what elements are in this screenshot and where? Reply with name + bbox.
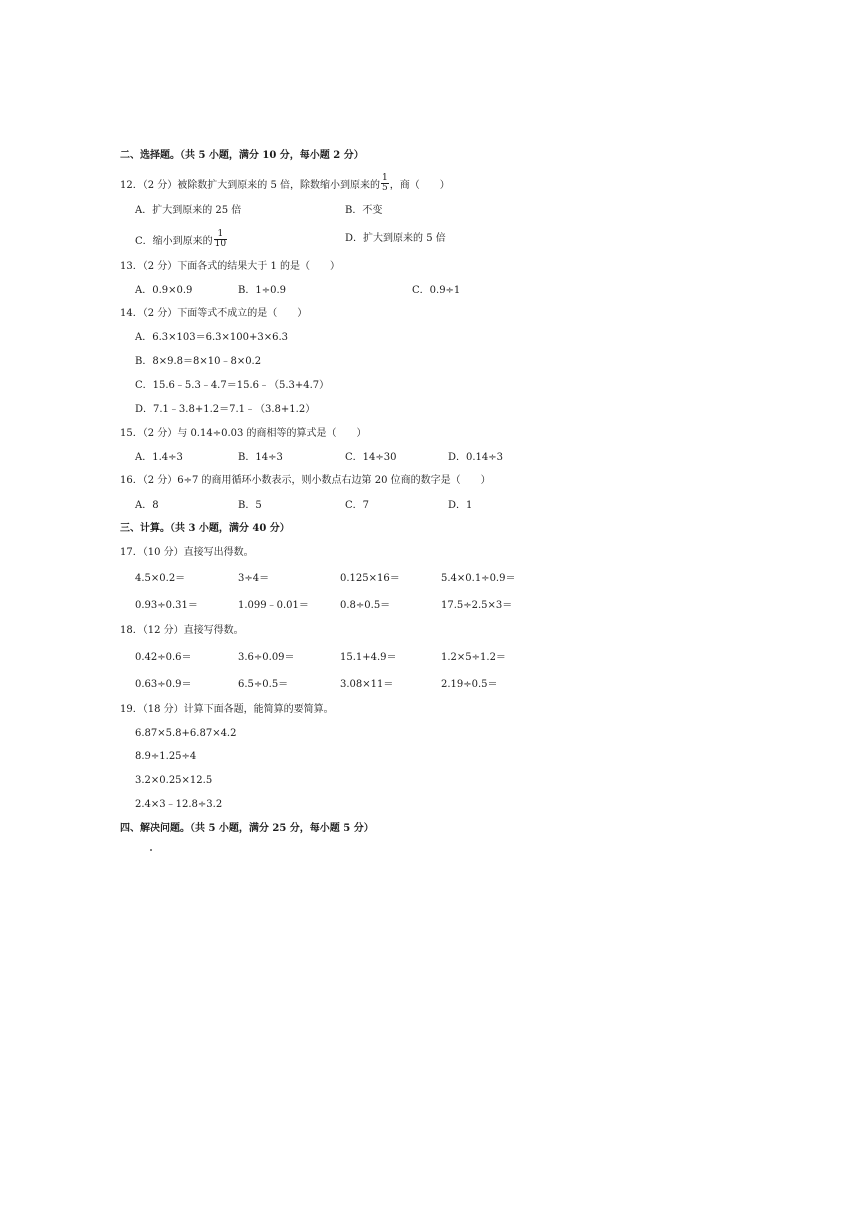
q16-option-d: D．1 [448, 500, 473, 511]
q12-option-b: B．不变 [345, 205, 383, 216]
section-heading-calculation: 三、计算。（共 3 小题，满分 40 分） [120, 523, 290, 534]
q18-item: 0.42÷0.6＝ [135, 652, 192, 663]
stray-dot [150, 849, 152, 851]
q14-option-b: B．8×9.8＝8×10﹣8×0.2 [135, 356, 262, 367]
question-15-stem: 15．（2 分）与 0.14÷0.03 的商相等的算式是（ ） [120, 428, 367, 439]
q18-item: 15.1+4.9＝ [340, 652, 397, 663]
q13-option-c: C．0.9÷1 [412, 285, 461, 296]
q18-item: 1.2×5÷1.2＝ [441, 652, 506, 663]
q15-option-b: B．14÷3 [238, 452, 283, 463]
q12-stem-tail: ，商（ ） [389, 180, 450, 191]
q17-item: 17.5÷2.5×3＝ [441, 600, 513, 611]
q13-option-a: A．0.9×0.9 [135, 285, 193, 296]
q14-option-a: A．6.3×103＝6.3×100+3×6.3 [135, 332, 288, 343]
q15-option-a: A．1.4÷3 [135, 452, 183, 463]
fraction-denominator: 5 [382, 183, 388, 193]
q14-option-d: D．7.1﹣3.8+1.2＝7.1﹣（3.8+1.2） [135, 404, 316, 415]
question-13-stem: 13．（2 分）下面各式的结果大于 1 的是（ ） [120, 261, 340, 272]
section-heading-problem-solving: 四、解决问题。（共 5 小题，满分 25 分，每小题 5 分） [120, 823, 374, 834]
fraction-denominator: 10 [214, 239, 227, 249]
q17-item: 0.8÷0.5＝ [340, 600, 391, 611]
q16-option-b: B．5 [238, 500, 262, 511]
q17-item: 3÷4＝ [238, 573, 270, 584]
fraction-numerator: 1 [214, 230, 227, 240]
q12-option-c-fraction [214, 230, 227, 249]
q18-item: 2.19÷0.5＝ [441, 679, 498, 690]
q18-item: 3.6÷0.09＝ [238, 652, 295, 663]
q15-option-c: C．14÷30 [345, 452, 397, 463]
q17-item: 0.93÷0.31＝ [135, 600, 198, 611]
section-heading-choice: 二、选择题。（共 5 小题，满分 10 分，每小题 2 分） [120, 150, 364, 161]
q19-item: 3.2×0.25×12.5 [135, 775, 213, 786]
q18-item: 3.08×11＝ [340, 679, 394, 690]
question-12-stem [120, 173, 450, 195]
q12-option-d: D．扩大到原来的 5 倍 [345, 233, 446, 244]
q16-option-c: C．7 [345, 500, 370, 511]
q18-item: 0.63÷0.9＝ [135, 679, 192, 690]
question-16-stem: 16．（2 分）6÷7 的商用循环小数表示，则小数点右边第 20 位商的数字是（ ） [120, 475, 491, 486]
q19-item: 2.4×3﹣12.8÷3.2 [135, 799, 223, 810]
question-19-stem: 19．（18 分）计算下面各题，能简算的要简算。 [120, 704, 334, 715]
q12-stem-text: 12．（2 分）被除数扩大到原来的 5 倍，除数缩小到原来的 [120, 180, 380, 191]
q17-item: 0.125×16＝ [340, 573, 400, 584]
q17-item: 5.4×0.1÷0.9＝ [441, 573, 516, 584]
question-18-stem: 18．（12 分）直接写得数。 [120, 625, 244, 636]
q15-option-d: D．0.14÷3 [448, 452, 504, 463]
q19-item: 6.87×5.8+6.87×4.2 [135, 728, 237, 739]
q12-option-a: A．扩大到原来的 25 倍 [135, 205, 242, 216]
q17-item: 1.099﹣0.01＝ [238, 600, 309, 611]
question-17-stem: 17．（10 分）直接写出得数。 [120, 547, 254, 558]
q14-option-c: C．15.6﹣5.3﹣4.7＝15.6﹣（5.3+4.7） [135, 380, 330, 391]
q12-option-c [135, 229, 228, 251]
q13-option-b: B．1÷0.9 [238, 285, 286, 296]
q17-item: 4.5×0.2＝ [135, 573, 186, 584]
fraction-numerator: 1 [382, 173, 388, 183]
question-14-stem: 14．（2 分）下面等式不成立的是（ ） [120, 308, 308, 319]
q18-item: 6.5÷0.5＝ [238, 679, 289, 690]
q16-option-a: A．8 [135, 500, 159, 511]
q12-fraction [381, 174, 389, 193]
q12-option-c-text: C．缩小到原来的 [135, 236, 213, 247]
q19-item: 8.9÷1.25÷4 [135, 751, 197, 762]
